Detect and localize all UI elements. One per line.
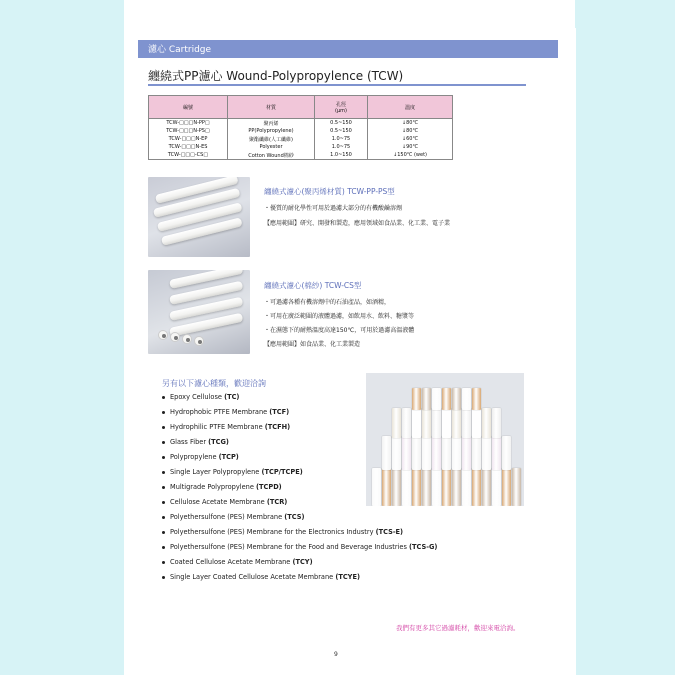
item-code: (TCFH) bbox=[264, 423, 291, 431]
product2-line: ・在濕態下的耐熱溫度高達150℃，可用於過濾高溫液體 bbox=[264, 327, 415, 334]
table-cell: 1.0~75 bbox=[315, 143, 368, 151]
cartridge-item bbox=[492, 468, 501, 506]
cartridge-item bbox=[472, 468, 481, 506]
item-code: (TCF) bbox=[269, 408, 290, 416]
table-cell: TCW-□□□N-PP□ bbox=[149, 119, 228, 128]
table-cell: 聚酯纖維(人工纖維) bbox=[228, 135, 315, 143]
pp-cartridge-photo bbox=[148, 177, 250, 257]
cartridge-item bbox=[402, 436, 411, 470]
cartridge-item bbox=[382, 468, 391, 506]
item-code: (TCS-G) bbox=[409, 543, 438, 551]
table-cell: 1.0~150 bbox=[315, 151, 368, 160]
cartridge-item bbox=[442, 388, 451, 410]
cartridge-item bbox=[482, 468, 491, 506]
spec-header-material: 材質 bbox=[228, 96, 315, 119]
list-item bbox=[162, 542, 437, 557]
table-cell: TCW-□□□N-EP bbox=[149, 135, 228, 143]
cartridge-item bbox=[392, 436, 401, 470]
cartridge-item bbox=[502, 468, 511, 506]
spec-header-temperature: 溫度 bbox=[368, 96, 453, 119]
cartridge-item bbox=[412, 468, 421, 506]
product2-title: 纏繞式濾心(棉紗) TCW-CS型 bbox=[264, 281, 362, 290]
cartridge-item bbox=[412, 436, 421, 470]
item-name: Polypropylene bbox=[170, 453, 217, 461]
bullet-icon bbox=[162, 456, 165, 459]
cartridge-item bbox=[442, 408, 451, 438]
cartridge-item bbox=[512, 468, 521, 506]
item-code: (TCG) bbox=[208, 438, 229, 446]
list-item bbox=[162, 527, 437, 542]
bullet-icon bbox=[162, 396, 165, 399]
contact-note: 我們有更多其它過濾耗材，歡迎來電洽詢。 bbox=[396, 624, 520, 632]
section-header-label: 濾心 Cartridge bbox=[148, 45, 212, 55]
cartridge-item bbox=[412, 388, 421, 410]
item-code: (TCYE) bbox=[335, 573, 360, 581]
item-name: Epoxy Cellulose bbox=[170, 393, 222, 401]
cartridge-item bbox=[452, 408, 461, 438]
cartridge-end bbox=[158, 330, 168, 340]
cartridge-item bbox=[382, 436, 391, 470]
table-cell: 1.0~75 bbox=[315, 135, 368, 143]
bullet-icon bbox=[162, 531, 165, 534]
spec-table bbox=[148, 95, 453, 160]
cartridge-end bbox=[194, 336, 204, 346]
bullet-icon bbox=[162, 516, 165, 519]
bullet-icon bbox=[162, 561, 165, 564]
product2-line: 【應用範圍】如食品業、化工業製造 bbox=[264, 341, 361, 348]
item-name: Multigrade Polypropylene bbox=[170, 483, 254, 491]
table-cell: ↓150℃ (wet) bbox=[368, 151, 453, 160]
left-margin-background bbox=[0, 0, 124, 675]
bullet-icon bbox=[162, 546, 165, 549]
table-cell: 聚丙烯 bbox=[228, 119, 315, 128]
spec-table-header-row bbox=[149, 96, 453, 119]
cartridge-end bbox=[182, 334, 192, 344]
cartridge-item bbox=[462, 468, 471, 506]
table-cell: Cotton Wound棉紗 bbox=[228, 151, 315, 160]
item-name: Single Layer Polypropylene bbox=[170, 468, 260, 476]
table-row bbox=[149, 151, 453, 160]
item-name: Hydrophilic PTFE Membrane bbox=[170, 423, 263, 431]
cartridge-end bbox=[170, 332, 180, 342]
item-name: Glass Fiber bbox=[170, 438, 207, 446]
table-cell: ↓80℃ bbox=[368, 127, 453, 135]
table-cell: ↓90℃ bbox=[368, 143, 453, 151]
cartridge-item bbox=[422, 388, 431, 410]
table-cell: ↓60℃ bbox=[368, 135, 453, 143]
item-code: (TCPD) bbox=[256, 483, 282, 491]
item-name: Single Layer Coated Cellulose Acetate Membrane bbox=[170, 573, 334, 581]
cartridge-item bbox=[402, 468, 411, 506]
cartridge-item bbox=[472, 408, 481, 438]
product2-line: ・可用在廣泛範圍的液體過濾，如飲用水、飲料、糖漿等 bbox=[264, 313, 415, 320]
bullet-icon bbox=[162, 441, 165, 444]
table-row bbox=[149, 135, 453, 143]
item-name: Polyethersulfone (PES) Membrane for the Food and Beverage Industries bbox=[170, 543, 407, 551]
spec-header-code: 編號 bbox=[149, 96, 228, 119]
page-title: 纏繞式PP濾心 Wound-Polypropylence (TCW) bbox=[148, 69, 404, 83]
list-item bbox=[162, 572, 437, 587]
cartridge-item bbox=[402, 408, 411, 438]
item-name: Polyethersulfone (PES) Membrane bbox=[170, 513, 283, 521]
table-row bbox=[149, 119, 453, 128]
cartridge-item bbox=[432, 436, 441, 470]
product1-line: ・優質的耐化學性可用於過濾大部分的有機酸鹼溶劑 bbox=[264, 205, 403, 212]
cartridge-item bbox=[392, 408, 401, 438]
table-cell: TCW-□□□-CS□ bbox=[149, 151, 228, 160]
cartridge-item bbox=[472, 388, 481, 410]
cartridge-item bbox=[492, 408, 501, 438]
bullet-icon bbox=[162, 411, 165, 414]
cartridge-item bbox=[432, 408, 441, 438]
table-cell: TCW-□□□N-ES bbox=[149, 143, 228, 151]
cartridge-item bbox=[442, 436, 451, 470]
cartridge-item bbox=[492, 436, 501, 470]
item-code: (TCP) bbox=[218, 453, 239, 461]
table-cell: 0.5~150 bbox=[315, 119, 368, 128]
item-code: (TCR) bbox=[266, 498, 288, 506]
cartridge-item bbox=[432, 468, 441, 506]
table-row bbox=[149, 127, 453, 135]
bullet-icon bbox=[162, 501, 165, 504]
item-code: (TC) bbox=[224, 393, 240, 401]
cartridge-item bbox=[482, 408, 491, 438]
cartridge-item bbox=[422, 468, 431, 506]
item-name: Coated Cellulose Acetate Membrane bbox=[170, 558, 291, 566]
table-row bbox=[149, 143, 453, 151]
bullet-icon bbox=[162, 471, 165, 474]
list-item bbox=[162, 557, 437, 572]
table-cell: TCW-□□□N-PS□ bbox=[149, 127, 228, 135]
cartridge-item bbox=[462, 408, 471, 438]
item-name: Polyethersulfone (PES) Membrane for the Electronics Industry bbox=[170, 528, 374, 536]
cartridge-item bbox=[452, 436, 461, 470]
item-code: (TCS) bbox=[284, 513, 305, 521]
cartridge-item bbox=[452, 468, 461, 506]
cartridge-item bbox=[412, 408, 421, 438]
product2-line: ・可過濾各種有機溶劑中的石油產品，如酒精， bbox=[264, 299, 391, 306]
cartridge-item bbox=[442, 468, 451, 506]
cartridge-item bbox=[472, 436, 481, 470]
item-name: Cellulose Acetate Membrane bbox=[170, 498, 265, 506]
table-cell: ↓80℃ bbox=[368, 119, 453, 128]
table-cell: Polyester bbox=[228, 143, 315, 151]
cartridge-item bbox=[462, 436, 471, 470]
list-item bbox=[162, 512, 437, 527]
page-number: 9 bbox=[334, 651, 338, 658]
assorted-cartridges-photo bbox=[366, 373, 524, 506]
product1-line: 【應用範圍】研究、開發和製造，應用領域如食品業、化工業、電子業 bbox=[264, 220, 451, 227]
cartridge-item bbox=[372, 468, 381, 506]
cotton-cartridge-photo bbox=[148, 270, 250, 354]
cartridge-item bbox=[392, 468, 401, 506]
item-code: (TCY) bbox=[292, 558, 313, 566]
title-divider bbox=[148, 84, 526, 86]
cartridge-item bbox=[502, 436, 511, 470]
cartridge-item bbox=[462, 388, 471, 410]
bullet-icon bbox=[162, 486, 165, 489]
cartridge-item bbox=[422, 408, 431, 438]
cartridge-item bbox=[432, 388, 441, 410]
spec-header-pore: 孔徑 (μm) bbox=[315, 96, 368, 119]
cartridge-item bbox=[422, 436, 431, 470]
product1-title: 纏繞式濾心(聚丙烯材質) TCW-PP-PS型 bbox=[264, 187, 395, 196]
table-cell: 0.5~150 bbox=[315, 127, 368, 135]
item-code: (TCP/TCPE) bbox=[261, 468, 303, 476]
other-types-title: 另有以下濾心種類，歡迎洽詢 bbox=[162, 379, 266, 388]
item-name: Hydrophobic PTFE Membrane bbox=[170, 408, 268, 416]
table-cell: PP(Polypropylene) bbox=[228, 127, 315, 135]
bullet-icon bbox=[162, 576, 165, 579]
cartridge-item bbox=[452, 388, 461, 410]
cartridge-item bbox=[482, 436, 491, 470]
item-code: (TCS-E) bbox=[375, 528, 404, 536]
bullet-icon bbox=[162, 426, 165, 429]
right-margin-background bbox=[575, 0, 675, 675]
